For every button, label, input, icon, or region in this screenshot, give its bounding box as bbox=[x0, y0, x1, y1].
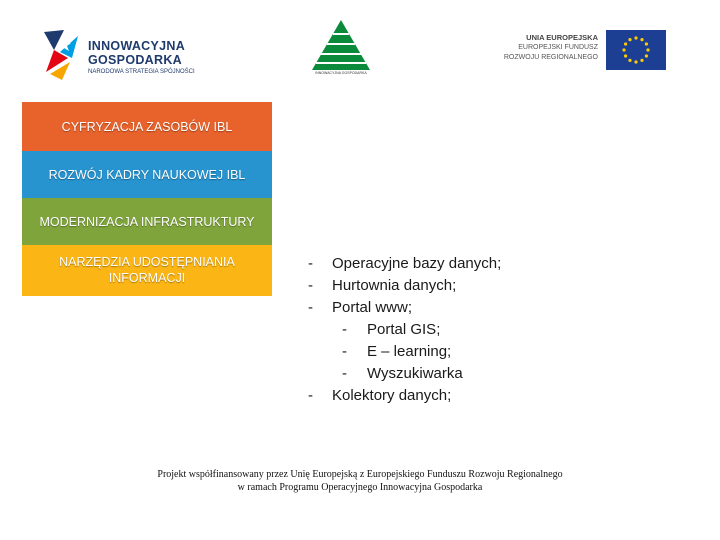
innowacyjna-gospodarka-logo bbox=[40, 26, 215, 82]
bar-narzedzia bbox=[22, 245, 272, 296]
pyramid-logo bbox=[308, 18, 374, 78]
innowacyjna-gospodarka-emblem-icon bbox=[40, 28, 82, 80]
eu-logo bbox=[494, 30, 666, 72]
bar-modernizacja bbox=[22, 198, 272, 245]
list-subitem-text: Portal GIS; bbox=[367, 321, 441, 338]
pyramid-icon bbox=[308, 18, 374, 72]
bar-narzedzia-label-line1: NARZĘDZIA UDOSTĘPNIANIA bbox=[59, 255, 235, 269]
list-dash: - bbox=[308, 277, 313, 294]
logo-line-gospodarka: GOSPODARKA bbox=[88, 53, 182, 67]
footer-line2: w ramach Programu Operacyjnego Innowacyjna Gospodarka bbox=[237, 482, 483, 493]
eu-flag-icon bbox=[606, 30, 666, 70]
list-dash: - bbox=[308, 387, 313, 404]
list-item-text: Operacyjne bazy danych; bbox=[332, 255, 502, 272]
list-dash: - bbox=[342, 365, 347, 382]
eu-logo-line1: UNIA EUROPEJSKA bbox=[526, 33, 598, 42]
list-item-text: Kolektory danych; bbox=[332, 387, 452, 404]
bar-rozwoj-kadry bbox=[22, 151, 272, 198]
list-dash: - bbox=[342, 343, 347, 360]
list-subitem-text: E – learning; bbox=[367, 343, 452, 360]
list-item-text: Portal www; bbox=[332, 299, 413, 316]
eu-logo-line3: ROZWOJU REGIONALNEGO bbox=[503, 54, 598, 61]
bar-cyfryzacja-label: CYFRYZACJA ZASOBÓW IBL bbox=[61, 119, 233, 134]
footer-funding-note bbox=[0, 468, 720, 494]
logo-line-strategia: NARODOWA STRATEGIA SPÓJNOŚCI bbox=[88, 69, 195, 75]
list-dash: - bbox=[308, 299, 313, 316]
bar-modernizacja-label: MODERNIZACJA INFRASTRUKTURY bbox=[39, 214, 255, 229]
list-subitem-text: Wyszukiwarka bbox=[367, 365, 463, 382]
list-item-text: Hurtownia danych; bbox=[332, 277, 457, 294]
list-dash: - bbox=[308, 255, 313, 272]
list-dash: - bbox=[342, 321, 347, 338]
bar-cyfryzacja bbox=[22, 102, 272, 151]
pyramid-logo-caption: INNOWACYJNA GOSPODARKA bbox=[315, 71, 367, 75]
logo-line-innowacyjna: INNOWACYJNA bbox=[88, 39, 186, 53]
bar-rozwoj-kadry-label: ROZWÓJ KADRY NAUKOWEJ IBL bbox=[48, 167, 246, 182]
footer-line1: Projekt współfinansowany przez Unię Europejską z Europejskiego Funduszu Rozwoju Regionalnego bbox=[157, 469, 563, 480]
eu-logo-line2: EUROPEJSKI FUNDUSZ bbox=[518, 44, 598, 51]
bar-narzedzia-label-line2: INFORMACJI bbox=[108, 271, 186, 285]
